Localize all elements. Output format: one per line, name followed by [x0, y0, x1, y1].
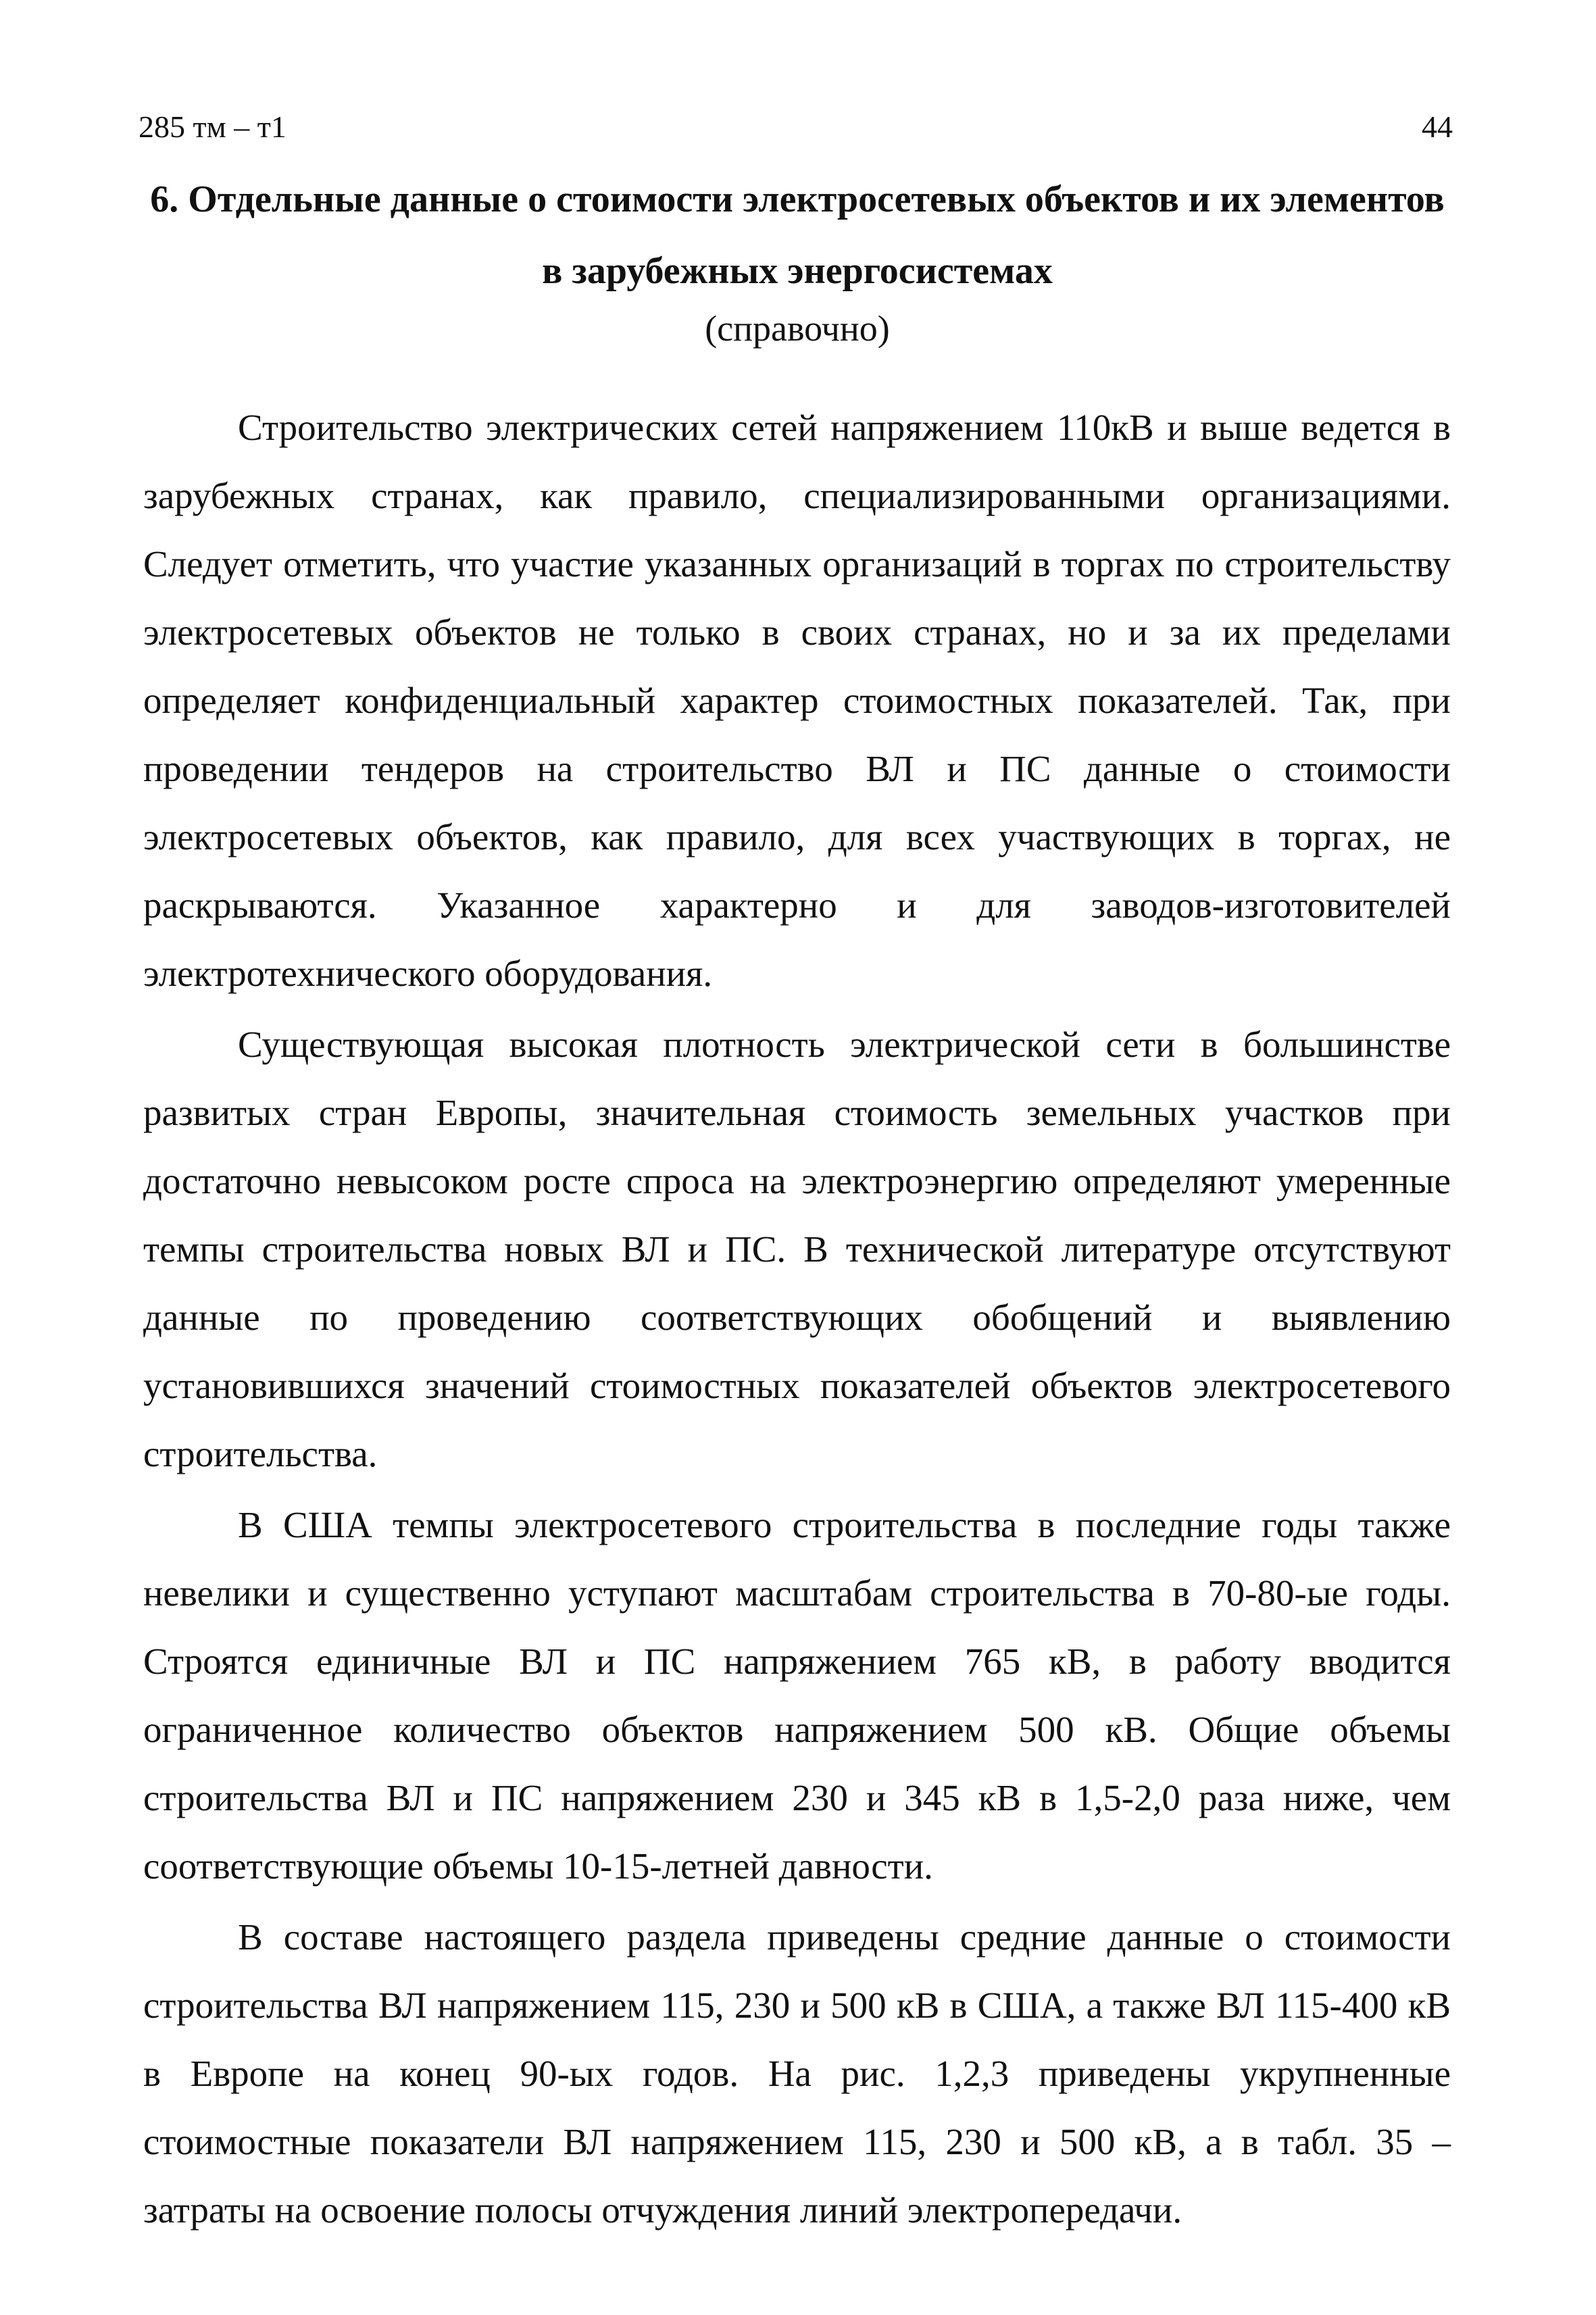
- section-subtitle: (справочно): [705, 308, 890, 349]
- paragraph: Строительство электрических сетей напряжением 110кВ и выше ведется в зарубежных странах, как правило, специализированными организациями. Следует отметить, что участие указанных организаций в торгах по строительству электросетевых объектов не только в своих странах, но и за их пределами определяет конфиденциальный характер стоимостных показателей. Так, при проведении тендеров на строительство ВЛ и ПС данные о стоимости электросетевых объектов, как правило, для всех участвующих в торгах, не раскрываются. Указанное характерно и для заводов-изготовителей электротехнического оборудования.: [143, 407, 1451, 994]
- paragraph: В США темпы электросетевого строительства в последние годы также невелики и существенно уступают масштабам строительства в 70-80-ые годы. Строятся единичные ВЛ и ПС напряжением 765 кВ, в работу вводится ограниченное количество объектов напряжением 500 кВ. Общие объемы строительства ВЛ и ПС напряжением 230 и 345 кВ в 1,5-2,0 раза ниже, чем соответствующие объемы 10-15-летней давности.: [143, 1504, 1451, 1887]
- paragraph: Существующая высокая плотность электрической сети в большинстве развитых стран Европы, значительная стоимость земельных участков при достаточно невысоком росте спроса на электроэнергию определяют умеренные темпы строительства новых ВЛ и ПС. В технической литературе отсутствуют данные по проведению соответствующих обобщений и выявлению установившихся значений стоимостных показателей объектов электросетевого строительства.: [143, 1024, 1451, 1474]
- paragraph: В составе настоящего раздела приведены средние данные о стоимости строительства ВЛ напряжением 115, 230 и 500 кВ в США, а также ВЛ 115-400 кВ в Европе на конец 90-ых годов. На рис. 1,2,3 приведены укрупненные стоимостные показатели ВЛ напряжением 115, 230 и 500 кВ, а в табл. 35 – затраты на освоение полосы отчуждения линий электропередачи.: [143, 1916, 1451, 2231]
- page-number: 44: [1422, 109, 1453, 144]
- body-text: [143, 393, 1451, 2247]
- document-code: 285 тм – т1: [139, 109, 286, 144]
- section-title: 6. Отдельные данные о стоимости электросетевых объектов и их элементов в зарубежных энергосистемах: [150, 178, 1445, 292]
